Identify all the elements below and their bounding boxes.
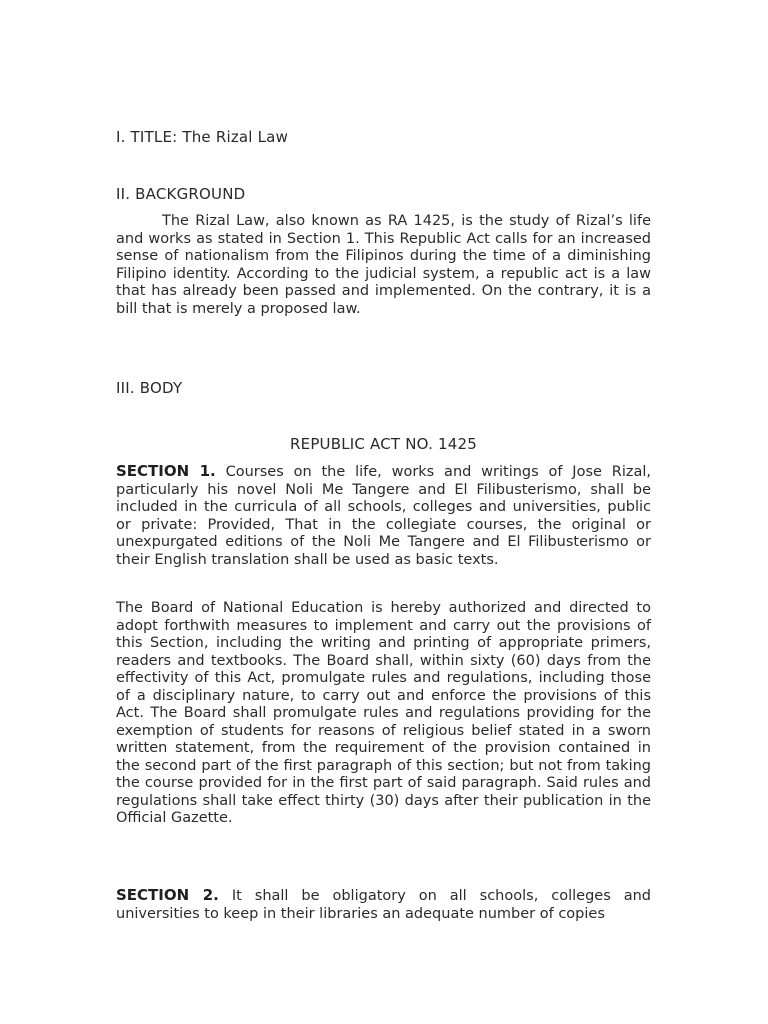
act-title: REPUBLIC ACT NO. 1425: [290, 435, 477, 453]
section-1-label: SECTION 1.: [116, 462, 216, 480]
body-heading: III. BODY: [116, 379, 183, 397]
section-2-label: SECTION 2.: [116, 886, 219, 904]
title-heading: I. TITLE: The Rizal Law: [116, 128, 289, 146]
section-1-text: Courses on the life, works and writings of Jose Rizal, particularly his novel Noli Me Tangere and El Filibusterismo, shall be included in the curricula of all schools, colleges and universities, public or private: Provided, That in the collegiate courses, the original or unexpurgated editions of the Noli Me Tangere and El Filibusterismo or their English translation shall be used as basic texts.: [116, 464, 651, 568]
background-paragraph: The Rizal Law, also known as RA 1425, is the study of Rizal’s life and works as stated in Section 1. This Republic Act calls for an increased sense of nationalism from the Filipinos during the time of a diminishing Filipino identity. According to the judicial system, a republic act is a law that has already been passed and implemented. On the contrary, it is a bill that is merely a proposed law.: [116, 213, 651, 317]
board-paragraph: The Board of National Education is hereby authorized and directed to adopt forthwith measures to implement and carry out the provisions of this Section, including the writing and printing of appropriate primers, readers and textbooks. The Board shall, within sixty (60) days from the effectivity of this Act, promulgate rules and regulations, including those of a disciplinary nature, to carry out and enforce the provisions of this Act. The Board shall promulgate rules and regulations providing for the exemption of students for reasons of religious belief stated in a sworn written statement, from the requirement of the provision contained in the second part of the first paragraph of this section; but not from taking the course provided for in the first part of said paragraph. Said rules and regulations shall take effect thirty (30) days after their publication in the Official Gazette.: [116, 600, 651, 826]
section-1-paragraph: [116, 463, 651, 569]
section-2-text: It shall be obligatory on all schools, colleges and universities to keep in their libraries an adequate number of copies: [116, 888, 651, 922]
section-2-paragraph: [116, 887, 651, 923]
background-heading: II. BACKGROUND: [116, 185, 246, 203]
